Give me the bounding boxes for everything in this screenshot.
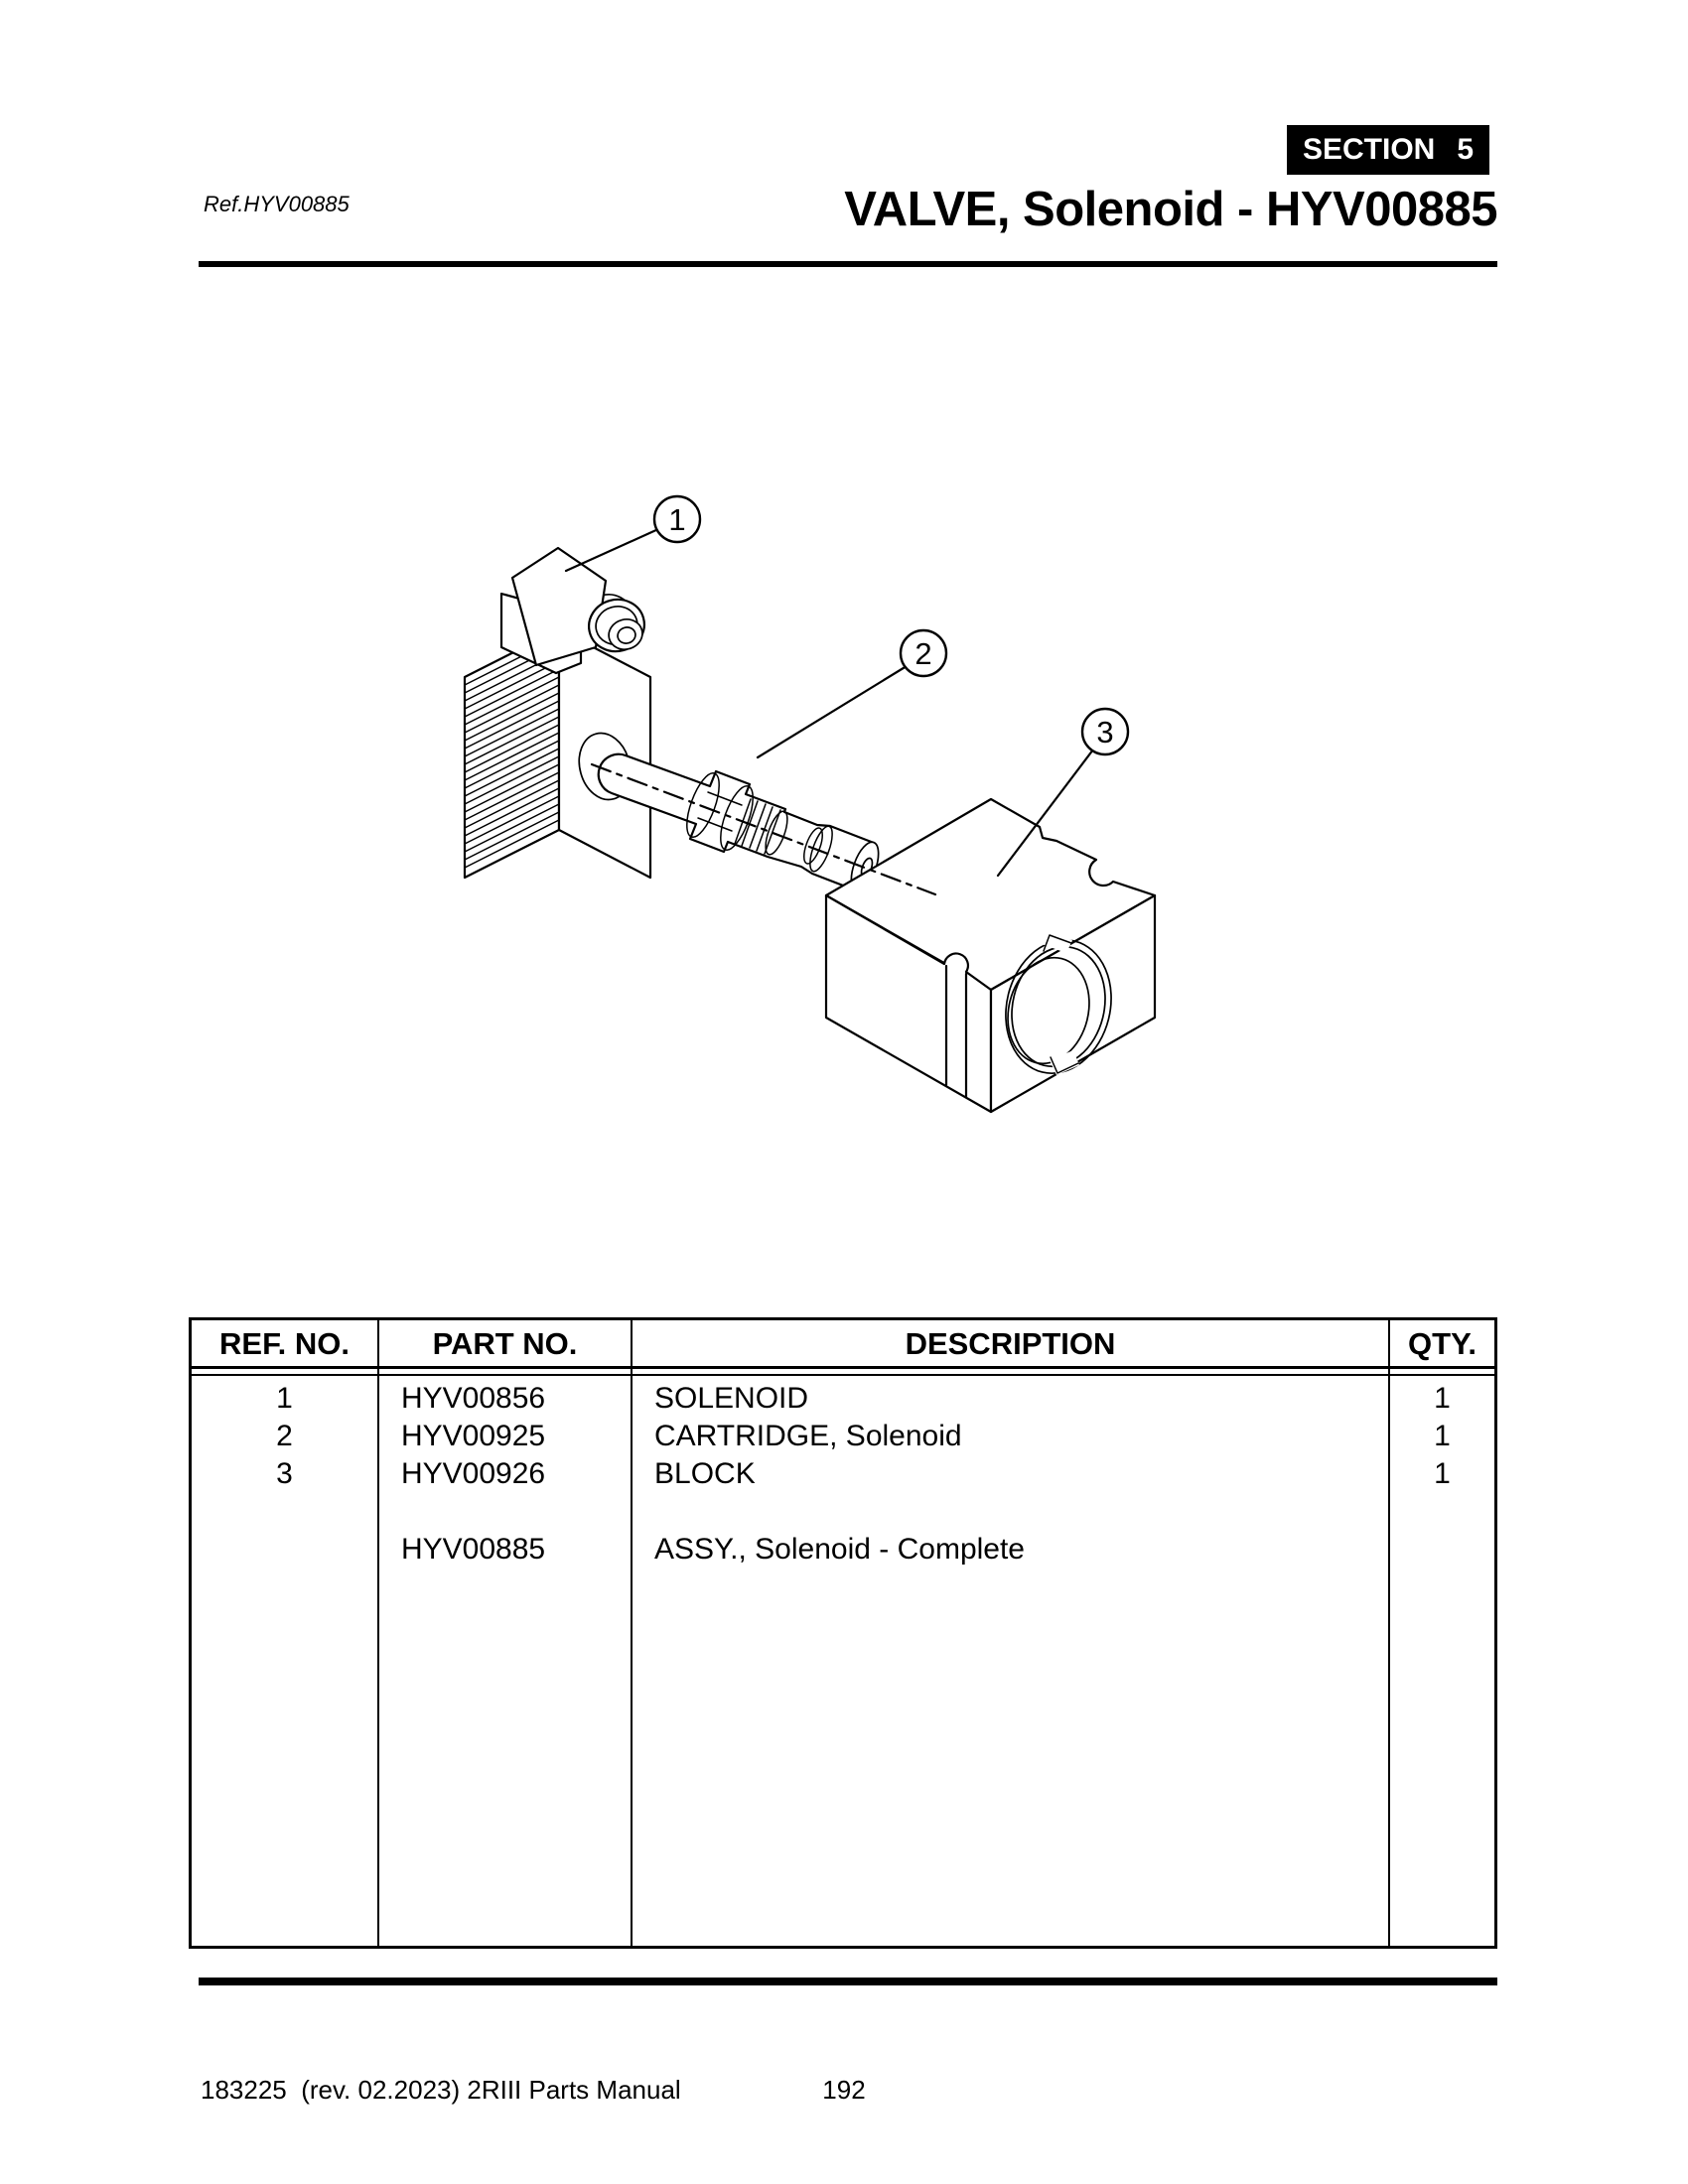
- callout-2: [901, 630, 946, 676]
- footer-page-number: 192: [822, 2075, 866, 2105]
- table-row-1-part: HYV00856: [401, 1382, 546, 1415]
- table-row-2-part: HYV00925: [401, 1420, 546, 1452]
- table-row-2-desc: CARTRIDGE, Solenoid: [654, 1420, 962, 1452]
- header-description: DESCRIPTION: [905, 1326, 1116, 1361]
- table-row-3-desc: BLOCK: [654, 1457, 756, 1490]
- callout-1: [654, 496, 700, 542]
- header-divider: [192, 1366, 1494, 1376]
- table-row-4-qty: [1390, 1493, 1494, 1531]
- callout-2-label: 2: [914, 636, 932, 671]
- callout-3-label: 3: [1096, 715, 1114, 750]
- parts-table: [189, 1317, 1497, 1949]
- table-row-4-desc: [633, 1493, 1388, 1531]
- table-row-5-desc: ASSY., Solenoid - Complete: [654, 1533, 1025, 1566]
- footer-doc-info: 183225 (rev. 02.2023) 2RIII Parts Manual: [201, 2075, 681, 2105]
- section-badge-number: 5: [1457, 133, 1474, 166]
- table-row-2-ref: 2: [276, 1420, 293, 1452]
- table-row-1-qty: 1: [1434, 1382, 1451, 1415]
- table-row-1-ref: 1: [276, 1382, 293, 1415]
- table-row-5-ref: [192, 1531, 377, 1569]
- solenoid-drawing: [465, 548, 650, 878]
- header-qty: QTY.: [1408, 1326, 1477, 1361]
- table-row-2-qty: 1: [1434, 1420, 1451, 1452]
- header-part-no: PART NO.: [432, 1326, 578, 1361]
- table-row-1-desc: SOLENOID: [654, 1382, 809, 1415]
- section-badge: [1287, 125, 1489, 175]
- table-row-5-part: HYV00885: [401, 1533, 546, 1566]
- section-badge-label: SECTION: [1303, 133, 1436, 166]
- header-rule: [199, 261, 1497, 267]
- leader-line-2: [758, 666, 907, 757]
- footer-rule: [199, 1978, 1497, 1985]
- reference-label: Ref.HYV00885: [204, 192, 350, 216]
- table-row-3-qty: 1: [1434, 1457, 1451, 1490]
- leader-line-1: [566, 529, 658, 571]
- table-row-3-part: HYV00926: [401, 1457, 546, 1490]
- table-row-4-part: [379, 1493, 631, 1531]
- parts-diagram: [298, 328, 1241, 1152]
- header-ref-no: REF. NO.: [219, 1326, 350, 1361]
- callout-3: [1082, 709, 1128, 754]
- callout-1-label: 1: [668, 502, 686, 537]
- table-row-4-ref: [192, 1493, 377, 1531]
- table-row-5-qty: [1390, 1531, 1494, 1569]
- page-title: VALVE, Solenoid - HYV00885: [844, 183, 1497, 236]
- table-row-3-ref: 3: [276, 1457, 293, 1490]
